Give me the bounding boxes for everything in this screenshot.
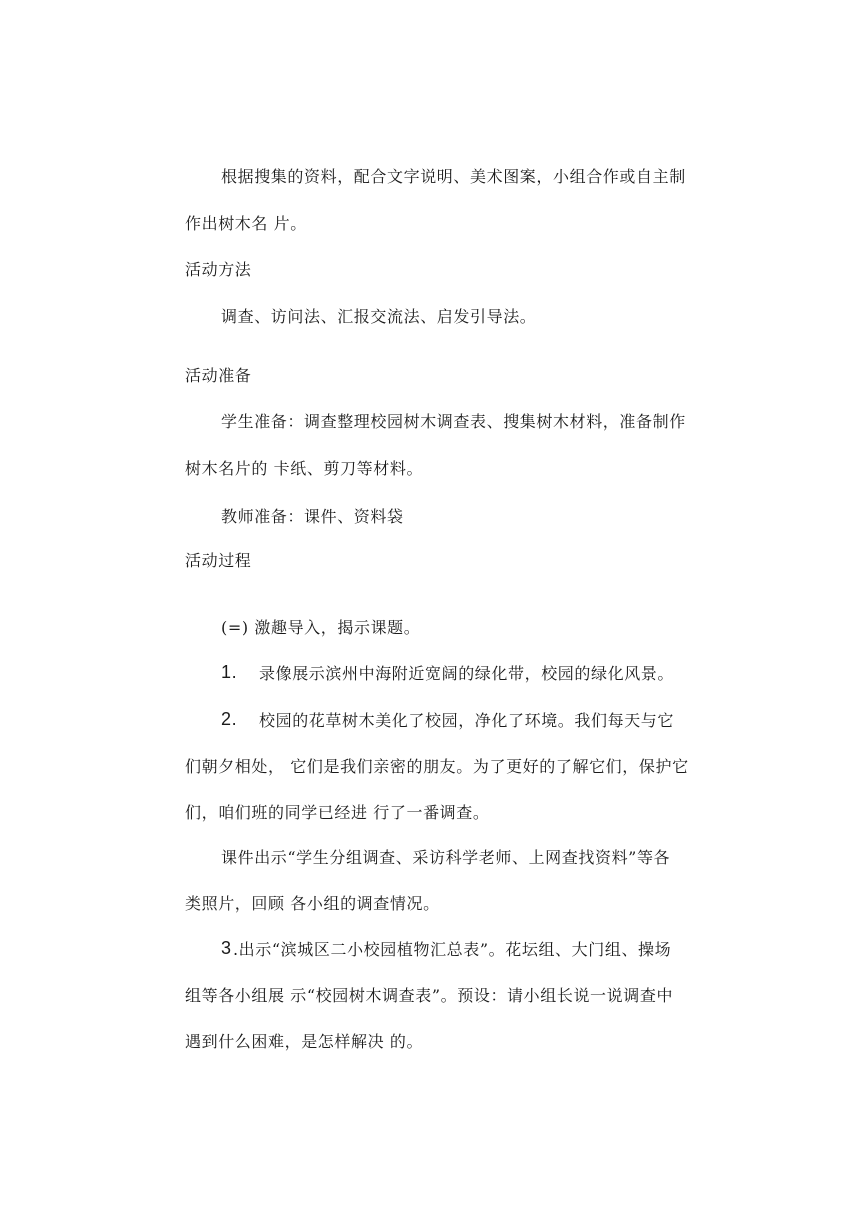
paragraph-line: 学生准备：调查整理校园树木调查表、搜集树木材料，准备制作 [221, 412, 686, 431]
paragraph-line: 遇到什么困难，是怎样解决 的。 [185, 1032, 424, 1051]
paragraph-line: 类照片，回顾 各小组的调查情况。 [185, 894, 440, 913]
paragraph-line: 们朝夕相处， 它们是我们亲密的朋友。为了更好的了解它们，保护它 [185, 757, 689, 776]
list-item-text: .出示“滨城区二小校园植物汇总表”。花坛组、大门组、操场 [233, 940, 672, 959]
paragraph-line: 根据搜集的资料，配合文字说明、美术图案，小组合作或自主制 [221, 167, 686, 186]
section-heading-process: 活动过程 [185, 551, 252, 570]
list-item-number: 3 [221, 938, 232, 958]
paragraph-line: 们，咱们班的同学已经进 行了一番调查。 [185, 803, 490, 822]
section-heading-method: 活动方法 [185, 260, 252, 279]
list-item-number: 1. [221, 662, 238, 682]
paragraph-line: 调查、访问法、汇报交流法、启发引导法。 [221, 307, 537, 326]
section-heading-preparation: 活动准备 [185, 366, 252, 385]
list-item-text: 录像展示滨州中海附近宽阔的绿化带，校园的绿化风景。 [259, 664, 675, 683]
list-item-text: 校园的花草树木美化了校园，净化了环境。我们每天与它 [259, 711, 675, 730]
paragraph-line: 组等各小组展 示“校园树木调查表”。预设：请小组长说一说调查中 [185, 986, 674, 1005]
paragraph-line: 教师准备：课件、资料袋 [221, 507, 404, 526]
list-item-number: 2. [221, 709, 238, 729]
paragraph-line: (=) 激趣导入，揭示课题。 [221, 618, 421, 637]
paragraph-line: 树木名片的 卡纸、剪刀等材料。 [185, 459, 424, 478]
paragraph-line: 作出树木名 片。 [185, 214, 307, 233]
paragraph-line: 课件出示“学生分组调查、采访科学老师、上网查找资料”等各 [221, 848, 671, 867]
